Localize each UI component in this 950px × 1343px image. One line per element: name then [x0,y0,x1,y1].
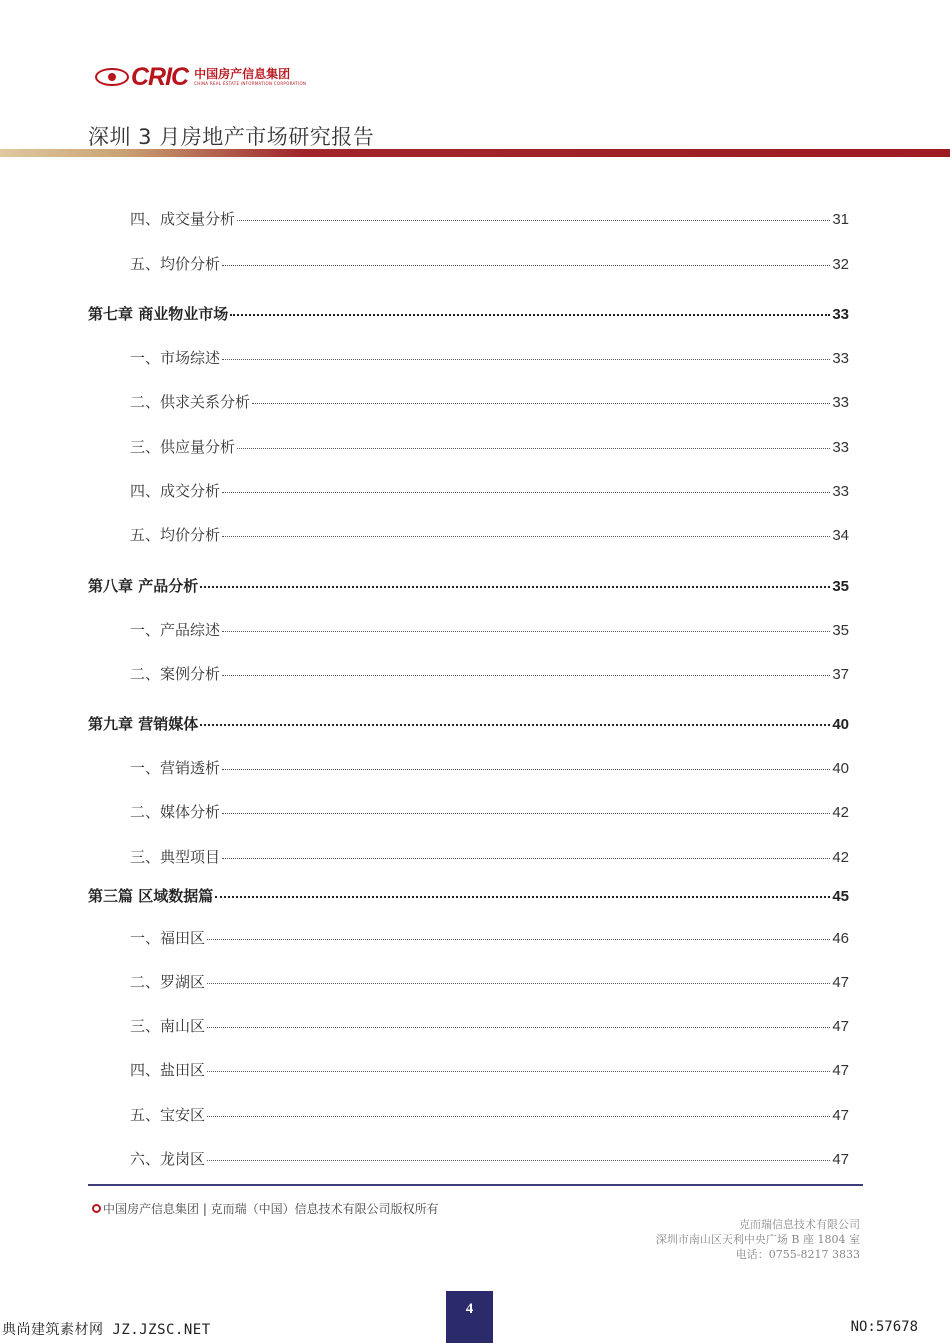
toc-entry-label: 一、产品综述 [130,621,221,639]
company-name: 克而瑞信息技术有限公司 [739,1218,860,1231]
toc-entry-page: 37 [832,666,849,683]
toc-entry-page: 40 [832,760,849,777]
watermark-left: 典尚建筑素材网 JZ.JZSC.NET [2,1322,211,1338]
toc-entry-page: 33 [832,306,849,323]
toc-section-entry[interactable] [130,619,849,640]
watermark-right: NO:57678 [850,1319,918,1335]
toc-section-entry[interactable] [130,391,849,412]
toc-section-entry[interactable] [130,663,849,684]
copyright-icon [92,1204,101,1213]
page-number-text: 4 [465,1301,474,1317]
title-divider [0,149,950,157]
toc-dot-leader [222,264,830,266]
logo-text [194,68,306,86]
toc-entry-label: 二、案例分析 [130,665,221,683]
toc-entry-label: 二、罗湖区 [130,973,206,991]
cric-logo [95,64,306,90]
toc-entry-label: 五、均价分析 [130,255,221,273]
toc-section-entry[interactable] [130,1148,849,1169]
toc-entry-page: 47 [832,1018,849,1035]
toc-entry-page: 47 [832,1151,849,1168]
footer-divider [88,1184,863,1186]
toc-entry-label: 第八章 产品分析 [88,577,199,595]
toc-dot-leader [237,219,830,221]
toc-chapter-entry[interactable] [88,885,849,906]
toc-entry-label: 第七章 商业物业市场 [88,305,229,323]
toc-dot-leader [222,491,830,493]
toc-entry-label: 二、媒体分析 [130,803,221,821]
toc-dot-leader [207,982,830,984]
toc-chapter-entry[interactable] [88,303,849,324]
company-address [656,1217,860,1262]
toc-dot-leader [200,723,830,726]
toc-entry-page: 34 [832,527,849,544]
toc-entry-page: 32 [832,256,849,273]
toc-entry-page: 33 [832,350,849,367]
cric-logo-icon [95,68,129,86]
toc-entry-page: 42 [832,804,849,821]
toc-entry-label: 一、营销透析 [130,759,221,777]
phone-line: 电话：0755-8217 3833 [735,1248,860,1261]
toc-dot-leader [222,857,830,859]
toc-section-entry[interactable] [130,1015,849,1036]
toc-entry-page: 42 [832,849,849,866]
toc-entry-page: 35 [832,622,849,639]
toc-entry-page: 33 [832,483,849,500]
toc-section-entry[interactable] [130,524,849,545]
toc-entry-page: 40 [832,716,849,733]
toc-dot-leader [222,358,830,360]
toc-entry-label: 四、成交量分析 [130,210,236,228]
toc-section-entry[interactable] [130,1059,849,1080]
toc-dot-leader [222,768,830,770]
toc-dot-leader [207,1026,830,1028]
toc-dot-leader [222,535,830,537]
toc-section-entry[interactable] [130,253,849,274]
toc-entry-page: 33 [832,394,849,411]
toc-entry-label: 第三篇 区域数据篇 [88,887,214,905]
toc-dot-leader [200,585,830,588]
logo-company-en: CHINA REAL ESTATE INFORMATION CORPORATION [194,81,307,86]
toc-entry-label: 三、供应量分析 [130,438,236,456]
toc-entry-page: 47 [832,974,849,991]
toc-entry-page: 45 [832,888,849,905]
toc-dot-leader [222,674,830,676]
toc-section-entry[interactable] [130,1104,849,1125]
toc-dot-leader [222,630,830,632]
toc-entry-page: 35 [832,578,849,595]
toc-dot-leader [215,895,830,898]
toc-section-entry[interactable] [130,436,849,457]
toc-chapter-entry[interactable] [88,575,849,596]
report-title: 深圳 3 月房地产市场研究报告 [88,125,375,149]
address-line: 深圳市南山区天利中央广场 B 座 1804 室 [655,1233,860,1246]
toc-entry-label: 一、福田区 [130,929,206,947]
toc-entry-label: 五、均价分析 [130,526,221,544]
toc-entry-page: 46 [832,930,849,947]
copyright-notice [92,1200,439,1217]
toc-section-entry[interactable] [130,757,849,778]
toc-section-entry[interactable] [130,208,849,229]
toc-entry-label: 四、盐田区 [130,1061,206,1079]
toc-entry-label: 六、龙岗区 [130,1150,206,1168]
toc-dot-leader [230,313,830,316]
toc-section-entry[interactable] [130,347,849,368]
toc-dot-leader [207,1115,830,1117]
copyright-text: 中国房产信息集团 | 克而瑞（中国）信息技术有限公司版权所有 [103,1202,439,1216]
toc-entry-label: 二、供求关系分析 [130,393,251,411]
toc-section-entry[interactable] [130,480,849,501]
toc-entry-label: 第九章 营销媒体 [88,715,199,733]
toc-dot-leader [207,1159,830,1161]
page-number [446,1291,493,1343]
logo-word: CRIC [131,62,189,91]
toc-section-entry[interactable] [130,846,849,867]
toc-entry-page: 47 [832,1062,849,1079]
toc-section-entry[interactable] [130,927,849,948]
toc-dot-leader [252,402,830,404]
toc-chapter-entry[interactable] [88,713,849,734]
toc-dot-leader [237,447,830,449]
toc-entry-page: 31 [832,211,849,228]
logo-company-cn: 中国房产信息集团 [194,67,291,81]
toc-entry-page: 47 [832,1107,849,1124]
toc-dot-leader [222,812,830,814]
toc-dot-leader [207,938,830,940]
toc-entry-label: 三、典型项目 [130,848,221,866]
toc-entry-label: 一、市场综述 [130,349,221,367]
toc-dot-leader [207,1070,830,1072]
toc-section-entry[interactable] [130,801,849,822]
toc-entry-label: 四、成交分析 [130,482,221,500]
toc-entry-label: 五、宝安区 [130,1106,206,1124]
toc-entry-label: 三、南山区 [130,1017,206,1035]
toc-section-entry[interactable] [130,971,849,992]
toc-entry-page: 33 [832,439,849,456]
